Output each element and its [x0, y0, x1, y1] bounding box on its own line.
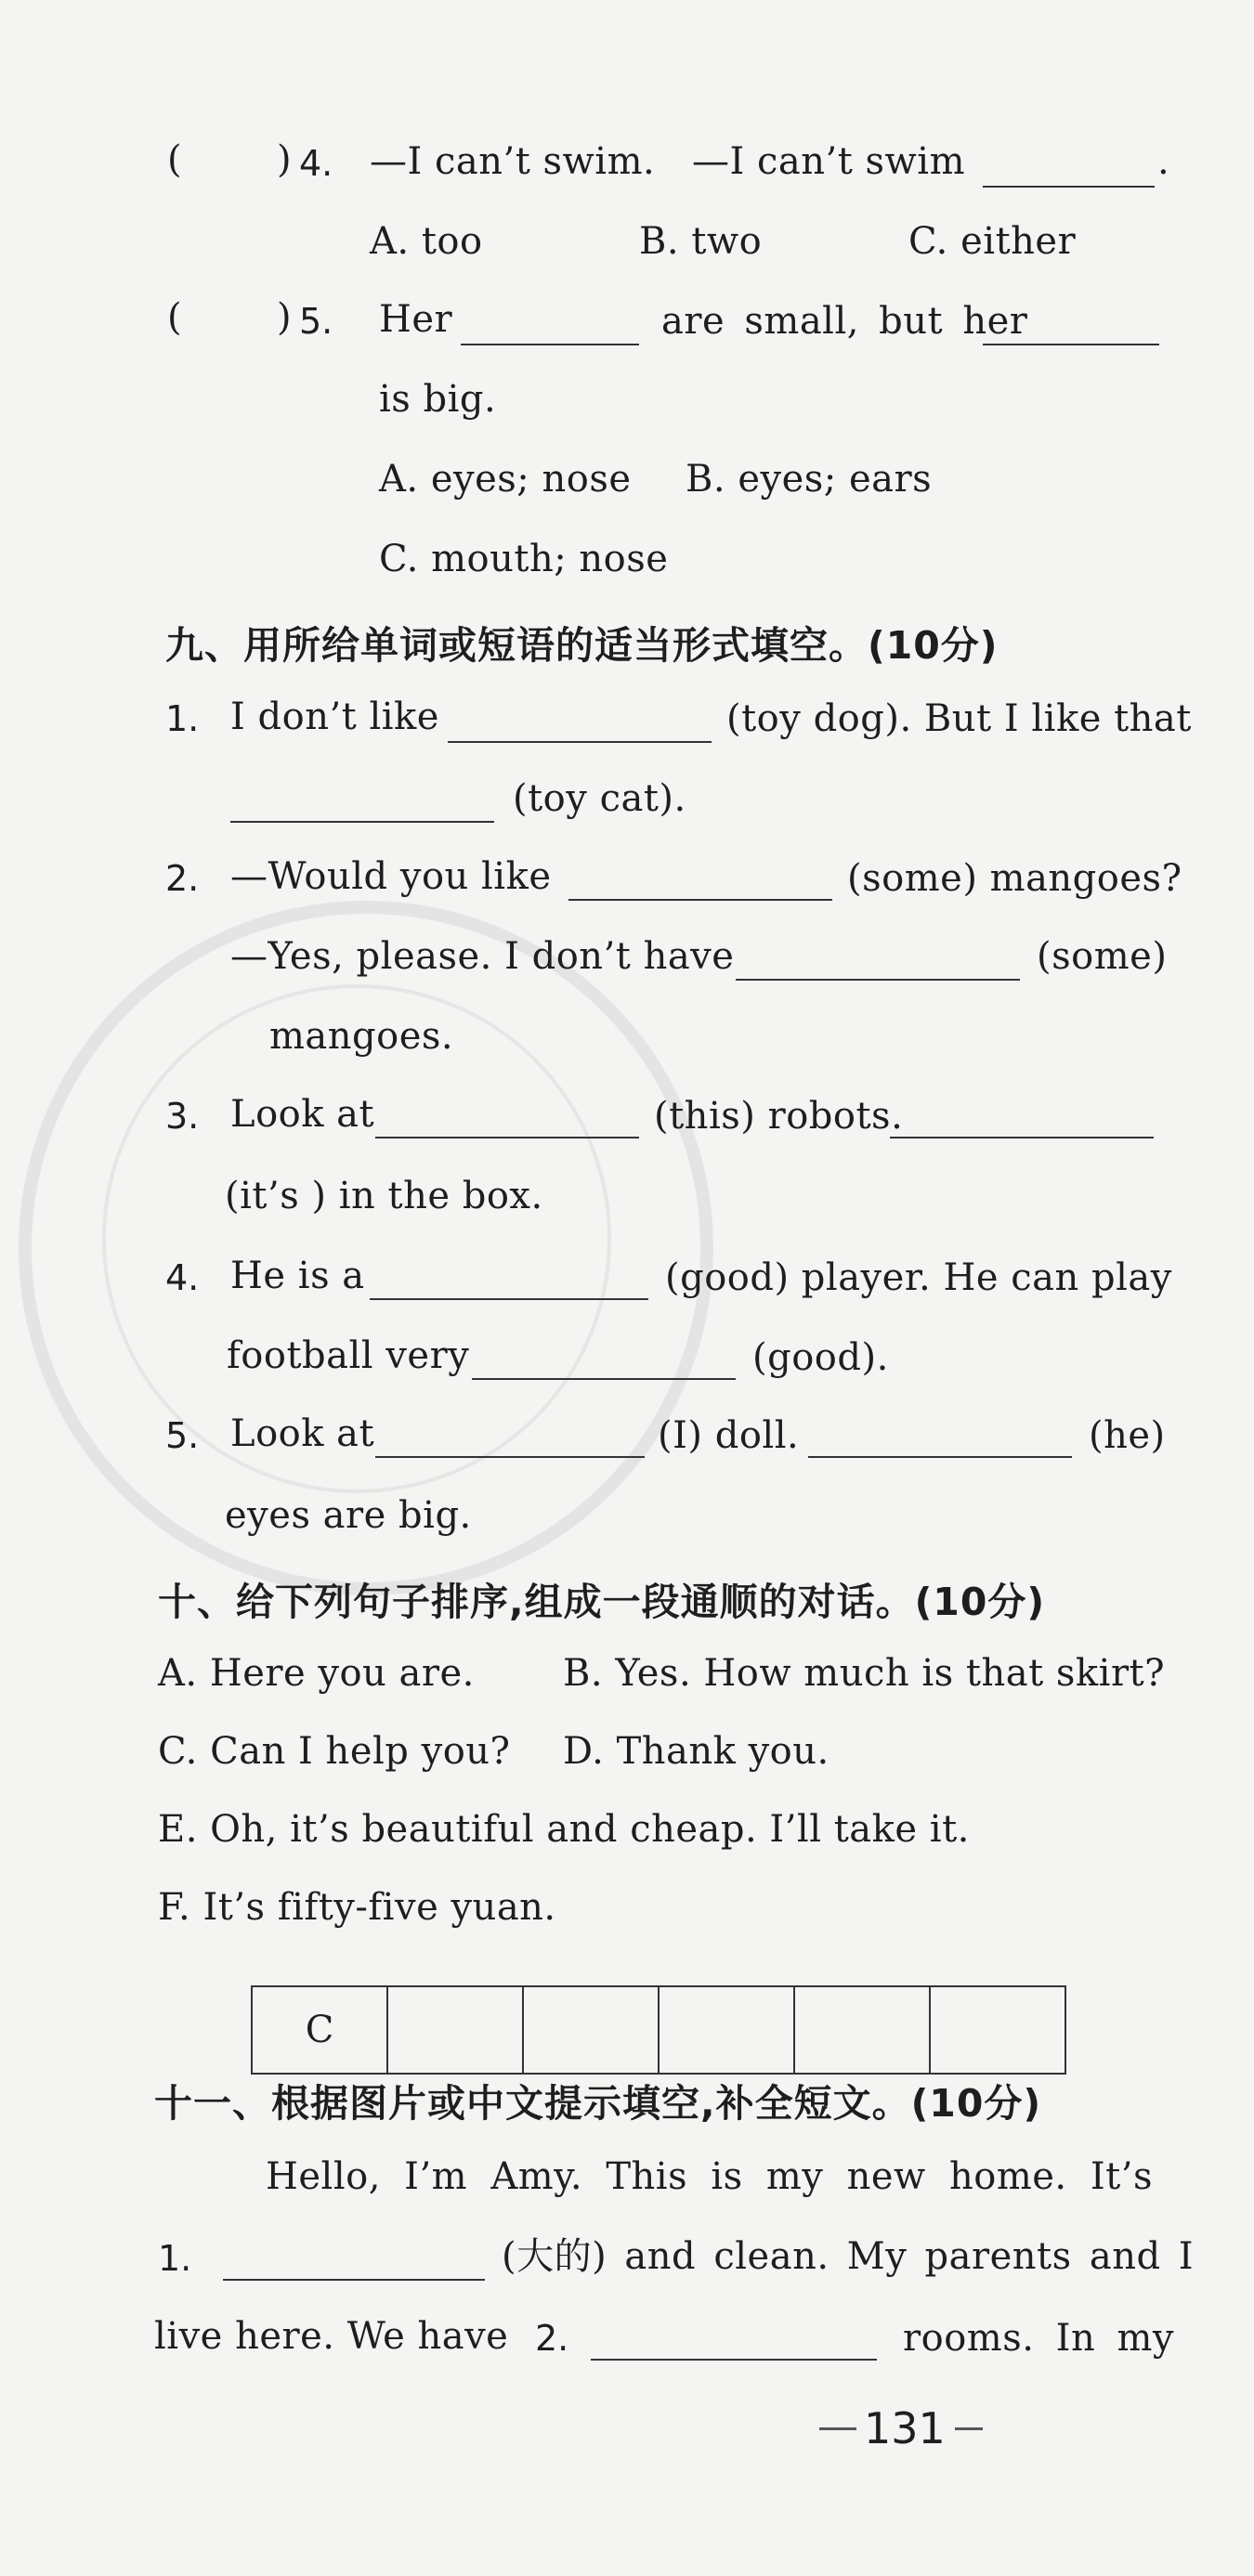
s9-item1-number: 1. [165, 698, 200, 739]
q4-paren-close: ) [277, 138, 293, 181]
s9-item4-number: 4. [165, 1257, 200, 1298]
s9-item3-text-a: Look at [230, 1093, 375, 1136]
s9-item1-blank-1[interactable] [448, 741, 712, 743]
s9-item2-text-b: (some) mangoes? [847, 857, 1182, 900]
q4-number: 4. [299, 143, 333, 184]
s9-item4-blank-2[interactable] [472, 1378, 736, 1380]
order-cell-2[interactable] [387, 1986, 523, 2074]
s9-item4-text-a: He is a [230, 1255, 365, 1297]
q4-option-b: B. two [639, 220, 763, 263]
q5-paren-close: ) [277, 296, 293, 339]
q4-option-a: A. too [370, 220, 483, 263]
s9-item5-blank-1[interactable] [375, 1456, 645, 1458]
s11-blank1-number: 1. [158, 2238, 192, 2279]
order-cell-1[interactable]: C [252, 1986, 387, 2074]
q5-number: 5. [299, 301, 333, 342]
s11-blank-1[interactable] [223, 2279, 485, 2281]
s9-item2-blank-1[interactable] [568, 899, 832, 901]
s9-item5-text-b: (I) doll. [658, 1414, 800, 1457]
s11-line3-a: live here. We have [154, 2315, 509, 2358]
s9-item3-number: 3. [165, 1096, 200, 1137]
s9-item3-text-c: (it’s ) in the box. [225, 1175, 543, 1217]
s9-item5-text-c: (he) [1089, 1414, 1166, 1457]
s9-item4-text-d: (good). [752, 1336, 889, 1379]
page-number-dash-right [955, 2427, 983, 2430]
s10-option-f: F. It’s fifty-five yuan. [158, 1886, 556, 1929]
s11-line1: Hello, I’m Amy. This is my new home. It’s [266, 2155, 1153, 2198]
s10-option-b: B. Yes. How much is that skirt? [563, 1652, 1166, 1695]
q5-option-a: A. eyes; nose [379, 458, 632, 501]
q4-paren-open: ( [167, 138, 183, 181]
s9-item2-text-a: —Would you like [230, 855, 552, 898]
q5-paren-open: ( [167, 296, 183, 339]
q4-option-c: C. either [908, 220, 1077, 263]
section11-heading: 十一、根据图片或中文提示填空,补全短文。(10分) [154, 2081, 1042, 2126]
s9-item2-text-c: —Yes, please. I don’t have [230, 935, 735, 978]
s10-option-e: E. Oh, it’s beautiful and cheap. I’ll take it. [158, 1808, 970, 1851]
section9-heading: 九、用所给单词或短语的适当形式填空。(10分) [165, 623, 999, 668]
s9-item5-number: 5. [165, 1415, 200, 1456]
s11-line2: (大的) and clean. My parents and I [502, 2235, 1195, 2278]
order-cell-3[interactable] [523, 1986, 659, 2074]
q5-blank-1[interactable] [461, 344, 639, 345]
order-cell-6[interactable] [930, 1986, 1065, 2074]
s9-item5-text-d: eyes are big. [225, 1494, 472, 1537]
q5-option-c: C. mouth; nose [379, 538, 669, 580]
q4-blank[interactable] [983, 186, 1155, 188]
s10-option-d: D. Thank you. [563, 1730, 829, 1773]
q4-text1: —I can’t swim. [370, 140, 656, 183]
s11-blank2-number: 2. [535, 2318, 569, 2359]
s9-item2-text-e: mangoes. [269, 1015, 454, 1058]
s9-item1-blank-2[interactable] [230, 821, 494, 823]
s9-item1-text-a: I don’t like [230, 696, 439, 738]
s10-option-a: A. Here you are. [158, 1652, 475, 1695]
section10-heading: 十、给下列句子排序,组成一段通顺的对话。(10分) [158, 1580, 1046, 1624]
q4-text2: —I can’t swim [692, 140, 966, 183]
order-cell-5[interactable] [794, 1986, 930, 2074]
s9-item5-blank-2[interactable] [808, 1456, 1072, 1458]
q5-blank-2[interactable] [983, 344, 1159, 345]
s9-item5-text-a: Look at [230, 1412, 375, 1455]
q5-text1: Her [379, 298, 453, 341]
s9-item4-text-b: (good) player. He can play [665, 1256, 1172, 1299]
q5-option-b: B. eyes; ears [686, 458, 933, 501]
s9-item2-blank-2[interactable] [736, 979, 1020, 981]
q5-text3: is big. [379, 378, 497, 421]
s9-item2-number: 2. [165, 858, 200, 899]
s11-line3-b: rooms. In my [903, 2317, 1174, 2360]
order-answer-table [251, 1985, 1066, 2075]
order-cell-4[interactable] [659, 1986, 794, 2074]
s10-option-c: C. Can I help you? [158, 1730, 511, 1773]
s9-item1-text-c: (toy cat). [513, 777, 686, 820]
s9-item2-text-d: (some) [1037, 935, 1168, 978]
s9-item3-blank-1[interactable] [375, 1137, 639, 1138]
s9-item3-blank-2[interactable] [890, 1137, 1154, 1138]
page-number: 131 [864, 2403, 946, 2453]
page-number-dash-left [819, 2427, 856, 2430]
s11-blank-2[interactable] [591, 2359, 877, 2361]
q5-text2: are small, but her [661, 300, 1028, 343]
s9-item4-blank-1[interactable] [370, 1298, 648, 1300]
s9-item4-text-c: football very [227, 1334, 470, 1377]
s9-item3-text-b: (this) robots. [654, 1095, 904, 1138]
q4-end: . [1157, 140, 1170, 183]
s9-item1-text-b: (toy dog). But I like that [726, 697, 1192, 740]
